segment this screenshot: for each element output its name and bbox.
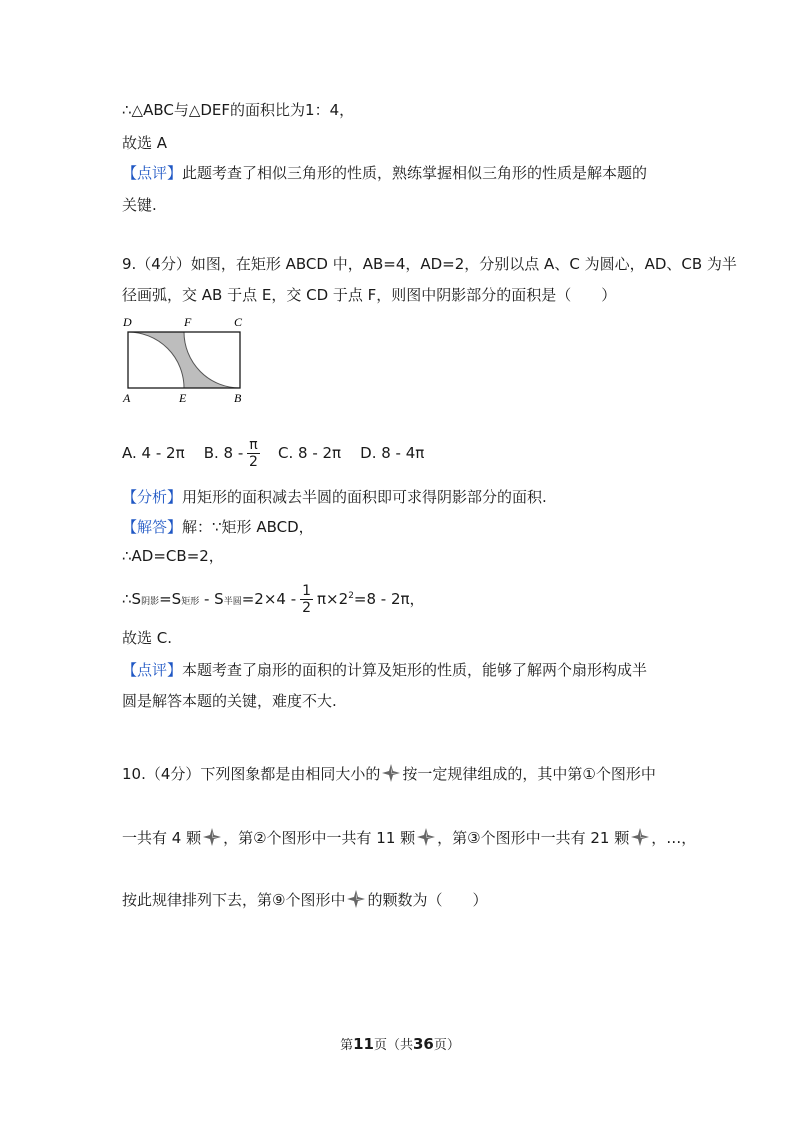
solution-tag: 【解答】 [122,518,183,536]
shaded-region [128,332,240,388]
option-c: C. 8 - 2π [278,444,342,462]
q9-stem-line1: 9.（4分）如图，在矩形 ABCD 中，AB=4，AD=2，分别以点 A、C 为圆心，AD、CB 为半 [122,255,737,273]
q9-answer: 故选 C. [122,629,173,647]
q10-line3: 按此规律排列下去，第⑨个图形中 的颗数为（ ） [122,891,488,909]
page-footer: 第11页（共36页） [340,1035,460,1053]
prev-comment-cont: 关键. [122,196,157,214]
four-point-star-icon [417,828,435,846]
fraction-one-half: $\frac{1}{2}$ [302,583,312,616]
label-b: B [234,391,242,404]
q9-analysis [122,487,547,507]
comment-text: 此题考查了相似三角形的性质，熟练掌握相似三角形的性质是解本题的 [182,164,648,182]
four-point-star-icon [631,828,649,846]
q9-comment [122,660,647,680]
fraction-pi-over-2: $\frac{\pi}{2}$ [249,437,258,470]
four-point-star-icon [203,828,221,846]
analysis-text: 用矩形的面积减去半圆的面积即可求得阴影部分的面积. [182,488,547,506]
label-d: D [123,315,132,329]
comment-tag: 【点评】 [122,164,183,182]
comment-tag: 【点评】 [122,661,183,679]
comment-text: 本题考查了扇形的面积的计算及矩形的性质，能够了解两个扇形构成半 [182,661,648,679]
q9-solution-step: ∴AD=CB=2， [122,547,224,565]
label-c: C [234,315,243,329]
label-e: E [179,391,187,404]
prev-answer: 故选 A [122,134,168,152]
option-d: D. 8 - 4π [360,444,425,462]
q10-line1: 10.（4分）下列图象都是由相同大小的 按一定规律组成的，其中第①个图形中 [122,765,656,783]
page-total: 36 [413,1035,434,1053]
option-b: B. 8 - $\frac{\pi}{2}$ [203,437,258,470]
q9-comment-cont: 圆是解答本题的关键，难度不大. [122,692,337,710]
rectangle-figure [120,312,252,404]
q9-options [122,437,424,470]
q9-solution [122,517,314,537]
four-point-star-icon [382,764,400,782]
q10-line2: 一共有 4 颗 ，第②个图形中一共有 11 颗 ，第③个图形中一共有 21 颗 ，…， [122,829,697,847]
analysis-tag: 【分析】 [122,488,183,506]
q9-formula: ∴S阴影=S矩形 - S半圆=2×4 - $\frac{1}{2}$ $\pi\times 2^2=8 - 2\pi$， [122,583,425,616]
page-number: 11 [353,1035,374,1053]
prev-comment [122,163,647,183]
label-f: F [184,315,192,329]
label-a: A [123,391,131,404]
prev-conclusion: ∴△ABC与△DEF的面积比为1：4， [122,101,355,119]
four-point-star-icon [347,890,365,908]
option-a: A. 4 - 2π [122,444,185,462]
q9-stem-line2: 径画弧，交 AB 于点 E，交 CD 于点 F，则图中阴影部分的面积是（ ） [122,286,617,304]
solution-text: 解：∵矩形 ABCD， [182,518,314,536]
